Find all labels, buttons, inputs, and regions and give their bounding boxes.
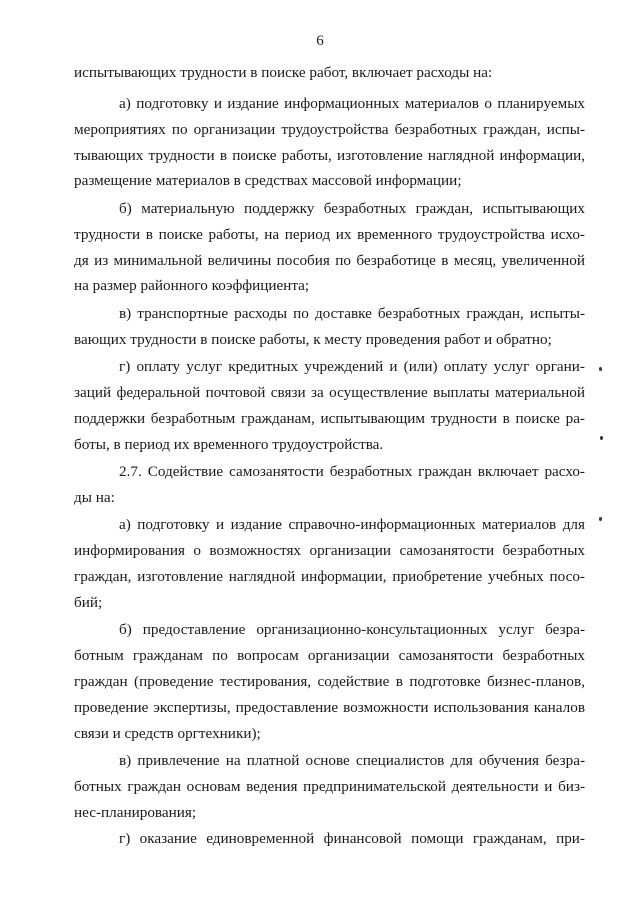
text-line: заций федеральной почтовой связи за осуществление выплаты материальной [74, 384, 585, 401]
text-line: в) транспортные расходы по доставке безработных граждан, испыты- [119, 305, 585, 322]
text-line: бий; [74, 594, 103, 611]
text-line: дя из минимальной величины пособия по безработице в месяц, увеличенной [74, 252, 585, 269]
text-line: б) предоставление организационно-консультационных услуг безра- [119, 621, 585, 638]
scan-speck [600, 436, 603, 440]
text-line: размещение материалов в средствах массовой информации; [74, 172, 462, 189]
text-line: 2.7. Содействие самозанятости безработных граждан включает расхо- [119, 463, 585, 480]
text-line: проведение экспертизы, предоставление возможности использования каналов [74, 699, 585, 716]
text-line: ботным гражданам по вопросам организации самозанятости безработных [74, 647, 585, 664]
text-line: связи и средств оргтехники); [74, 725, 261, 742]
text-line: г) оплату услуг кредитных учреждений и (или) оплату услуг органи- [119, 358, 585, 375]
text-line: мероприятиях по организации трудоустройства безработных граждан, испы- [74, 121, 585, 138]
text-line: в) привлечение на платной основе специалистов для обучения безра- [119, 752, 585, 769]
text-line: поддержки безработным гражданам, испытывающим трудности в поиске ра- [74, 410, 585, 427]
text-line: боты, в период их временного трудоустройства. [74, 436, 384, 453]
text-line: трудности в поиске работы, на период их временного трудоустройства исхо- [74, 226, 585, 243]
text-line: вающих трудности в поиске работы, к месту проведения работ и обратно; [74, 331, 552, 348]
text-line: ды на: [74, 489, 115, 506]
text-line: нес-планирования; [74, 804, 197, 821]
text-line: испытывающих трудности в поиске работ, включает расходы на: [74, 64, 493, 81]
text-line: б) материальную поддержку безработных граждан, испытывающих [119, 200, 585, 217]
page-number: 6 [316, 33, 324, 49]
text-line: ботных граждан основам ведения предпринимательской деятельности и биз- [74, 778, 585, 795]
text-line: на размер районного коэффициента; [74, 277, 310, 294]
text-line: а) подготовку и издание справочно-информационных материалов для [119, 516, 585, 533]
text-line: информирования о возможностях организации самозанятости безработных [74, 542, 585, 559]
scan-speck [599, 367, 602, 371]
text-line: тывающих трудности в поиске работы, изготовление наглядной информации, [74, 147, 585, 164]
text-line: граждан, изготовление наглядной информации, приобретение учебных посо- [74, 568, 585, 585]
text-line: а) подготовку и издание информационных материалов о планируемых [119, 95, 585, 112]
scan-speck [599, 517, 602, 521]
text-line: г) оказание единовременной финансовой помощи гражданам, при- [119, 830, 585, 847]
text-line: граждан (проведение тестирования, содействие в подготовке бизнес-планов, [74, 673, 585, 690]
